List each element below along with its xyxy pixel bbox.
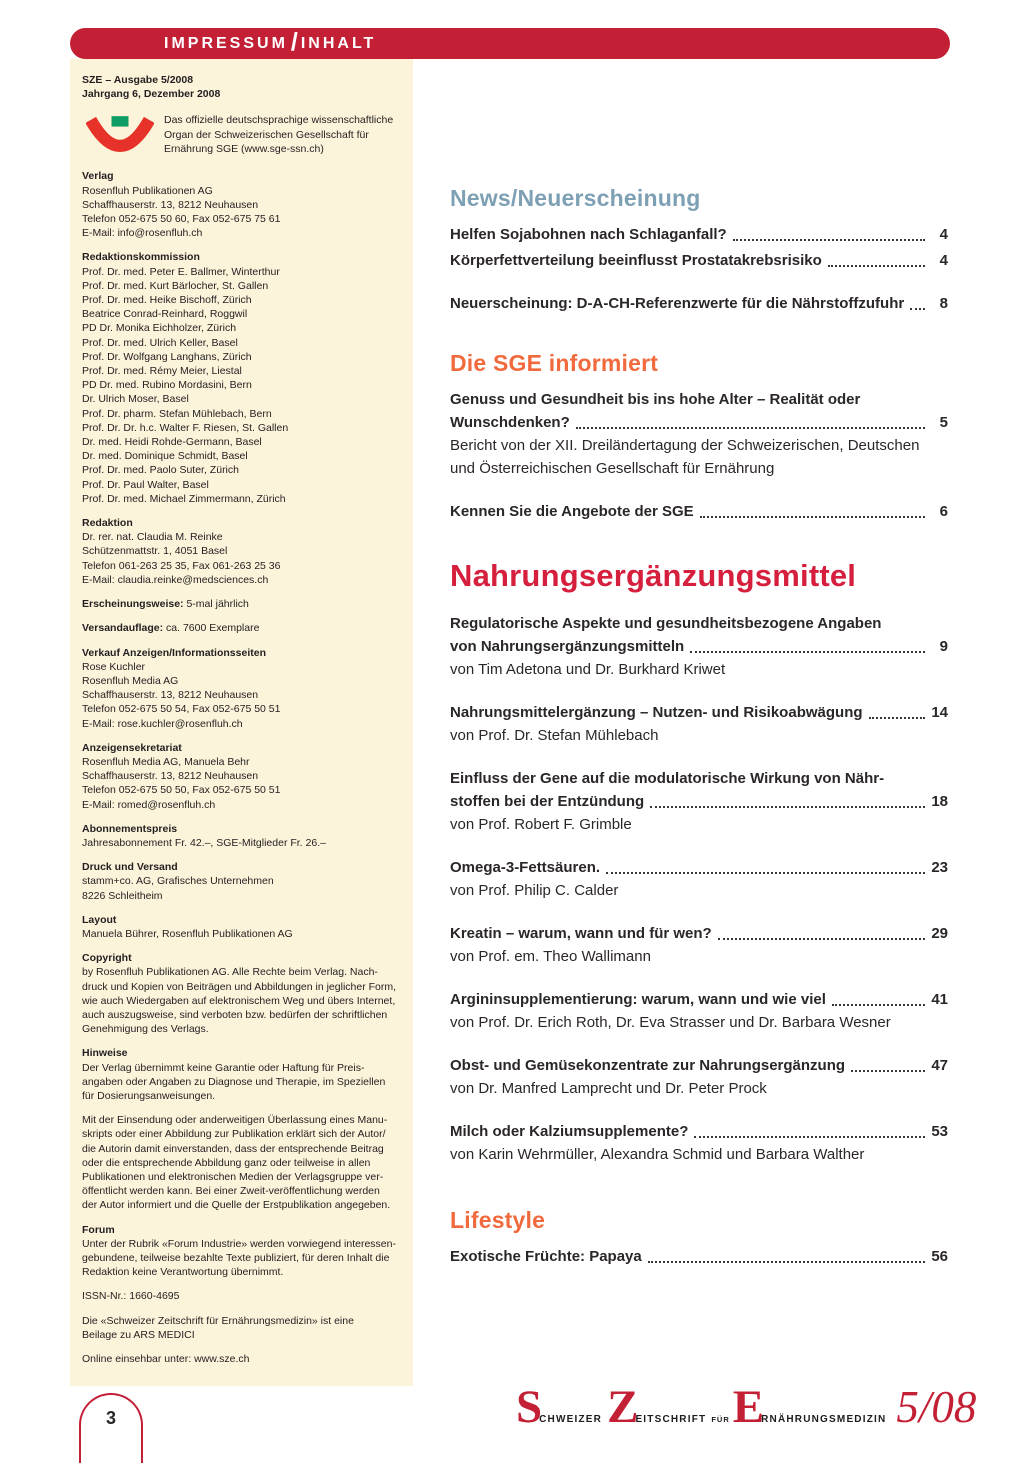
toc-entry-title-text: Kreatin – warum, wann und für wen? <box>450 925 712 942</box>
toc-entry-title-text: Regulatorische Aspekte und gesundheitsbezogene Angaben <box>450 615 882 632</box>
toc-entry-title-line <box>450 612 948 635</box>
toc-entry-page-number: 41 <box>931 991 948 1008</box>
toc-entry-page-number: 14 <box>931 704 948 721</box>
impressum-block-heading: Druck und Versand <box>82 861 178 874</box>
toc-entry <box>450 767 948 836</box>
toc-entry-page-number: 8 <box>939 295 948 312</box>
impressum-sidebar <box>70 59 413 1386</box>
logo-word-ernaehrungsmedizin: RNÄHRUNGSMEDIZIN <box>761 1414 887 1425</box>
toc-entry-title-text: Einfluss der Gene auf die modulatorische Wirkung von Nähr- <box>450 770 885 787</box>
impressum-text-line: Das offizielle deutschsprachige wissenschaftliche <box>164 114 394 127</box>
toc-entry-title-line <box>450 388 948 411</box>
toc-entry-author-line: und Österreichischen Gesellschaft für Ernährung <box>450 460 775 477</box>
toc-entry-page-number: 4 <box>939 226 948 243</box>
impressum-text-line: Prof. Dr. Paul Walter, Basel <box>82 478 209 491</box>
impressum-text-line: Redaktion keine Verantwortung übernimmt. <box>82 1266 284 1279</box>
impressum-text-line: Dr. rer. nat. Claudia M. Reinke <box>82 531 223 544</box>
dot-leader <box>650 806 925 808</box>
impressum-text-line: E-Mail: romed@rosenfluh.ch <box>82 798 216 811</box>
impressum-block <box>82 1289 401 1303</box>
impressum-text-line: Dr. med. Heidi Rohde-Germann, Basel <box>82 436 262 449</box>
impressum-block <box>82 1352 401 1366</box>
impressum-text-line: wie auch Wiedergaben auf elektronischem Weg und übers Internet, <box>82 994 396 1007</box>
page-number-badge <box>79 1393 143 1463</box>
page-number: 3 <box>105 1408 116 1428</box>
toc-entry <box>450 1120 948 1166</box>
toc-entry-title-line <box>450 223 948 246</box>
impressum-text-line: E-Mail: rose.kuchler@rosenfluh.ch <box>82 717 243 730</box>
slash-glyph: / <box>290 28 298 56</box>
toc-entry-title-text: Argininsupplementierung: warum, wann und wie viel <box>450 991 826 1008</box>
toc-entry-author-line: von Prof. Robert F. Grimble <box>450 816 632 833</box>
toc-entry <box>450 1054 948 1100</box>
issue-info <box>82 73 401 101</box>
toc-entry <box>450 612 948 681</box>
sze-journal-logo <box>516 1381 977 1433</box>
impressum-text-line: Rosenfluh Publikationen AG <box>82 184 213 197</box>
impressum-text-line: by Rosenfluh Publikationen AG. Alle Rechte beim Verlag. Nach- <box>82 966 378 979</box>
toc-entry-page-number: 5 <box>939 414 948 431</box>
toc-entry-title-text: Omega-3-Fettsäuren. <box>450 859 601 876</box>
impressum-text-line: für Dosierungsanweisungen. <box>82 1089 216 1102</box>
banner-title-right: INHALT <box>300 34 377 52</box>
dot-leader <box>606 872 925 874</box>
impressum-text-line: oder die entsprechende Abbildung ganz oder teilweise in allen <box>82 1156 371 1169</box>
impressum-block <box>82 741 401 812</box>
toc-entry-title-line <box>450 411 948 434</box>
banner-title <box>164 29 376 58</box>
impressum-inline-text: ca. 7600 Exemplare <box>163 622 260 635</box>
impressum-text-line: E-Mail: claudia.reinke@medsciences.ch <box>82 573 269 586</box>
toc-entry-author-line: von Prof. Dr. Stefan Mühlebach <box>450 727 659 744</box>
dot-leader <box>869 717 925 719</box>
toc-entry-title-text: Helfen Sojabohnen nach Schlaganfall? <box>450 226 727 243</box>
impressum-block <box>82 1223 401 1280</box>
impressum-text-line: Telefon 052-675 50 50, Fax 052-675 50 51 <box>82 784 281 797</box>
impressum-text-line: Prof. Dr. med. Ulrich Keller, Basel <box>82 336 238 349</box>
impressum-text-line: Genehmigung des Verlags. <box>82 1023 209 1036</box>
impressum-block <box>82 913 401 941</box>
impressum-text-line <box>82 597 401 611</box>
toc-entry-author-line: von Prof. em. Theo Wallimann <box>450 948 651 965</box>
toc-section-title: Die SGE informiert <box>450 350 659 376</box>
toc-entry-title-text: Milch oder Kalziumsupplemente? <box>450 1123 689 1140</box>
sge-logo-block <box>82 111 401 159</box>
toc-entry-author-line: von Tim Adetona und Dr. Burkhard Kriwet <box>450 661 726 678</box>
logo-word-zeitschrift: EITSCHRIFT <box>635 1414 707 1425</box>
toc-entry-title-line <box>450 701 948 724</box>
logo-letter-e: E <box>732 1381 765 1433</box>
sge-organ-description <box>164 111 393 156</box>
toc-entry-page-number: 56 <box>931 1248 948 1265</box>
toc-entry-title-text: Wunschdenken? <box>450 414 570 431</box>
toc-entry <box>450 388 948 480</box>
sge-logo-icon <box>86 113 154 159</box>
impressum-block-heading: Redaktion <box>82 517 133 530</box>
toc-entry-page-number: 29 <box>931 925 948 942</box>
impressum-block <box>82 951 401 1036</box>
dot-leader <box>694 1136 925 1138</box>
dot-leader <box>910 308 925 310</box>
impressum-block <box>82 646 401 731</box>
logo-letter-z: Z <box>607 1381 639 1433</box>
dot-leader <box>700 516 925 518</box>
impressum-text-line: skripts oder einer Abbildung zur Publikation erklärt sich der Autor/ <box>82 1128 386 1141</box>
impressum-text-line: Prof. Dr. med. Rémy Meier, Liestal <box>82 365 242 378</box>
toc-entry-title-line <box>450 292 948 315</box>
impressum-text-line: Rose Kuchler <box>82 660 146 673</box>
impressum-text-line: Schaffhauserstr. 13, 8212 Neuhausen <box>82 770 259 783</box>
toc-entry-author-line: von Prof. Dr. Erich Roth, Dr. Eva Strasser und Dr. Barbara Wesner <box>450 1014 891 1031</box>
impressum-inline-heading: Erscheinungsweise: <box>82 598 184 611</box>
toc-entry-title-text: Obst- und Gemüsekonzentrate zur Nahrungsergänzung <box>450 1057 846 1074</box>
impressum-block <box>82 621 401 635</box>
toc-entry-page-number: 23 <box>931 859 948 876</box>
toc-section <box>450 1208 948 1268</box>
impressum-text-line: ISSN-Nr.: 1660-4695 <box>82 1290 180 1303</box>
impressum-text-line: Schaffhauserstr. 13, 8212 Neuhausen <box>82 689 259 702</box>
impressum-text-line: PD Dr. Monika Eichholzer, Zürich <box>82 322 237 335</box>
toc-entry-page-number: 9 <box>939 638 948 655</box>
logo-word-fuer: FÜR <box>711 1415 730 1424</box>
impressum-text-line: Prof. Dr. med. Michael Zimmermann, Zürich <box>82 492 286 505</box>
impressum-text-line: Prof. Dr. Wolfgang Langhans, Zürich <box>82 350 252 363</box>
impressum-block-heading: Hinweise <box>82 1047 128 1060</box>
impressum-block <box>82 516 401 587</box>
toc-entry-title-text: Kennen Sie die Angebote der SGE <box>450 503 694 520</box>
impressum-text-line: der Autor informiert und die Quelle der Erstpublikation angegeben. <box>82 1199 391 1212</box>
issue-date: Jahrgang 6, Dezember 2008 <box>82 88 221 101</box>
toc-entry-title-line <box>450 1120 948 1143</box>
logo-letter-s: S <box>516 1381 543 1433</box>
toc-section-title: Lifestyle <box>450 1207 546 1233</box>
impressum-block-heading: Forum <box>82 1223 115 1236</box>
impressum-blocks <box>82 169 401 1366</box>
impressum-text-line: Online einsehbar unter: www.sze.ch <box>82 1353 250 1366</box>
impressum-block-heading: Copyright <box>82 952 132 965</box>
dot-leader <box>648 1261 925 1263</box>
toc-entry-title-line <box>450 856 948 879</box>
toc-entry <box>450 249 948 272</box>
impressum-text-line: öffentlicht werden kann. Bei einer Zweit-veröffentlichung werden <box>82 1185 380 1198</box>
impressum-text-line: Manuela Bührer, Rosenfluh Publikationen AG <box>82 927 293 940</box>
impressum-text-line: Telefon 052-675 50 54, Fax 052-675 50 51 <box>82 703 281 716</box>
dot-leader <box>828 265 925 267</box>
toc-section-title: News/Neuerscheinung <box>450 185 701 211</box>
toc-entry-page-number: 47 <box>931 1057 948 1074</box>
toc-entry <box>450 856 948 902</box>
impressum-text-line <box>82 621 401 635</box>
toc-entry-title-line <box>450 500 948 523</box>
impressum-text-line: auch auszugsweise, sind verboten bzw. bedürfen der schriftlichen <box>82 1008 388 1021</box>
impressum-text-line: Rosenfluh Media AG <box>82 674 179 687</box>
impressum-block <box>82 1046 401 1103</box>
toc-entry-title-text: Nahrungsmittelergänzung – Nutzen- und Risikoabwägung <box>450 704 863 721</box>
dot-leader <box>832 1004 925 1006</box>
impressum-text-line: Rosenfluh Media AG, Manuela Behr <box>82 755 250 768</box>
impressum-text-line: Beilage zu ARS MEDICI <box>82 1328 195 1341</box>
toc-section <box>450 351 948 523</box>
toc-entry-title-text: von Nahrungsergänzungsmitteln <box>450 638 685 655</box>
toc-entry-author-line: von Dr. Manfred Lamprecht und Dr. Peter Prock <box>450 1080 767 1097</box>
impressum-text-line: Dr. Ulrich Moser, Basel <box>82 393 189 406</box>
toc-entry-title-line <box>450 1245 948 1268</box>
impressum-text-line: Prof. Dr. pharm. Stefan Mühlebach, Bern <box>82 407 272 420</box>
impressum-text-line: E-Mail: info@rosenfluh.ch <box>82 227 203 240</box>
impressum-block-heading: Layout <box>82 913 117 926</box>
impressum-text-line: 8226 Schleitheim <box>82 889 163 902</box>
dot-leader <box>576 427 925 429</box>
impressum-text-line: Unter der Rubrik «Forum Industrie» werden vorwiegend interessen- <box>82 1237 396 1250</box>
impressum-text-line: Der Verlag übernimmt keine Garantie oder Haftung für Preis- <box>82 1061 365 1074</box>
impressum-block-heading: Abonnementspreis <box>82 822 178 835</box>
impressum-block <box>82 597 401 611</box>
toc-entry <box>450 500 948 523</box>
impressum-text-line: Prof. Dr. med. Paolo Suter, Zürich <box>82 464 239 477</box>
impressum-inhalt-banner <box>70 28 950 59</box>
impressum-block <box>82 1113 401 1212</box>
impressum-text-line: angaben oder Angaben zu Diagnose und Therapie, im Speziellen <box>82 1075 386 1088</box>
table-of-contents <box>450 186 948 1268</box>
impressum-text-line: Schützenmattstr. 1, 4051 Basel <box>82 545 228 558</box>
toc-entry-title-text: stoffen bei der Entzündung <box>450 793 645 810</box>
impressum-block-heading: Verlag <box>82 170 114 183</box>
toc-entry-page-number: 4 <box>939 252 948 269</box>
toc-entry-title-text: Neuerscheinung: D-A-CH-Referenzwerte für die Nährstoffzufuhr <box>450 295 905 312</box>
toc-entry <box>450 1245 948 1268</box>
impressum-text-line: Die «Schweizer Zeitschrift für Ernährungsmedizin» ist eine <box>82 1314 354 1327</box>
impressum-block-heading: Anzeigensekretariat <box>82 741 182 754</box>
impressum-text-line: Beatrice Conrad-Reinhard, Roggwil <box>82 308 248 321</box>
impressum-text-line: Ernährung SGE (www.sge-ssn.ch) <box>164 142 324 155</box>
toc-entry-author-line: von Karin Wehrmüller, Alexandra Schmid und Barbara Walther <box>450 1146 865 1163</box>
impressum-text-line: Prof. Dr. Dr. h.c. Walter F. Riesen, St. Gallen <box>82 421 289 434</box>
toc-entry-page-number: 18 <box>931 793 948 810</box>
toc-entry <box>450 701 948 747</box>
logo-word-schweizer: CHWEIZER <box>539 1414 603 1425</box>
impressum-inline-heading: Versandauflage: <box>82 622 164 635</box>
toc-entry-page-number: 6 <box>939 503 948 520</box>
impressum-text-line: gebundene, teilweise bezahlte Texte publiziert, für deren Inhalt die <box>82 1252 390 1265</box>
issue-number: SZE – Ausgabe 5/2008 <box>82 74 194 86</box>
toc-entry-title-text: Körperfettverteilung beeinflusst Prostatakrebsrisiko <box>450 252 822 269</box>
toc-section-title: Nahrungsergänzungsmittel <box>450 558 857 593</box>
impressum-block-heading: Verkauf Anzeigen/Informationsseiten <box>82 646 266 659</box>
toc-entry <box>450 292 948 315</box>
impressum-text-line: Telefon 052-675 50 60, Fax 052-675 75 61 <box>82 213 281 226</box>
impressum-text-line: Prof. Dr. med. Peter E. Ballmer, Winterthur <box>82 265 280 278</box>
impressum-text-line: Organ der Schweizerischen Gesellschaft für <box>164 128 369 141</box>
toc-entry-page-number: 53 <box>931 1123 948 1140</box>
toc-entry-title-line <box>450 790 948 813</box>
impressum-text-line: die Autorin damit einverstanden, dass der entsprechende Beitrag <box>82 1142 384 1155</box>
toc-entry-title-text: Exotische Früchte: Papaya <box>450 1248 642 1265</box>
impressum-block <box>82 860 401 903</box>
toc-entry <box>450 223 948 246</box>
toc-entry-title-line <box>450 922 948 945</box>
impressum-text-line: Publikationen und elektronischen Medien der Verlagsgruppe ver- <box>82 1171 384 1183</box>
toc-section <box>450 186 948 315</box>
impressum-inline-text: 5-mal jährlich <box>183 598 249 611</box>
impressum-block <box>82 250 401 506</box>
impressum-text-line: stamm+co. AG, Grafisches Unternehmen <box>82 875 274 888</box>
impressum-text-line: Prof. Dr. med. Heike Bischoff, Zürich <box>82 294 252 307</box>
impressum-text-line: Prof. Dr. med. Kurt Bärlocher, St. Gallen <box>82 279 269 292</box>
toc-entry-title-line <box>450 635 948 658</box>
toc-entry-author-line: Bericht von der XII. Dreiländertagung der Schweizerischen, Deutschen <box>450 437 920 454</box>
impressum-text-line: Dr. med. Dominique Schmidt, Basel <box>82 450 248 463</box>
toc-entry <box>450 922 948 968</box>
toc-entry-author-line: von Prof. Philip C. Calder <box>450 882 619 899</box>
toc-entry-title-line <box>450 249 948 272</box>
dot-leader <box>690 651 925 653</box>
impressum-block <box>82 1314 401 1342</box>
toc-entry-title-line <box>450 1054 948 1077</box>
impressum-text-line: druck und Kopien von Beiträgen und Abbildungen in jeglicher Form, <box>82 980 397 993</box>
dot-leader <box>733 239 925 241</box>
impressum-text-line: Telefon 061-263 25 35, Fax 061-263 25 36 <box>82 559 281 572</box>
impressum-text-line: Mit der Einsendung oder anderweitigen Überlassung eines Manu- <box>82 1114 388 1127</box>
dot-leader <box>718 938 925 940</box>
toc-entry-title-line <box>450 988 948 1011</box>
toc-entry-title-text: Genuss und Gesundheit bis ins hohe Alter – Realität oder <box>450 391 861 408</box>
logo-issue-number: 5/08 <box>896 1382 977 1432</box>
impressum-block <box>82 169 401 240</box>
toc-entry-title-line <box>450 767 948 790</box>
toc-section <box>450 559 948 1166</box>
impressum-block-heading: Redaktionskommission <box>82 251 200 264</box>
impressum-text-line: Schaffhauserstr. 13, 8212 Neuhausen <box>82 198 259 211</box>
impressum-block <box>82 822 401 850</box>
dot-leader <box>851 1070 925 1072</box>
banner-title-left: IMPRESSUM <box>164 34 288 52</box>
impressum-text-line: PD Dr. med. Rubino Mordasini, Bern <box>82 379 252 392</box>
impressum-text-line: Jahresabonnement Fr. 42.–, SGE-Mitglieder Fr. 26.– <box>82 836 326 849</box>
toc-entry <box>450 988 948 1034</box>
